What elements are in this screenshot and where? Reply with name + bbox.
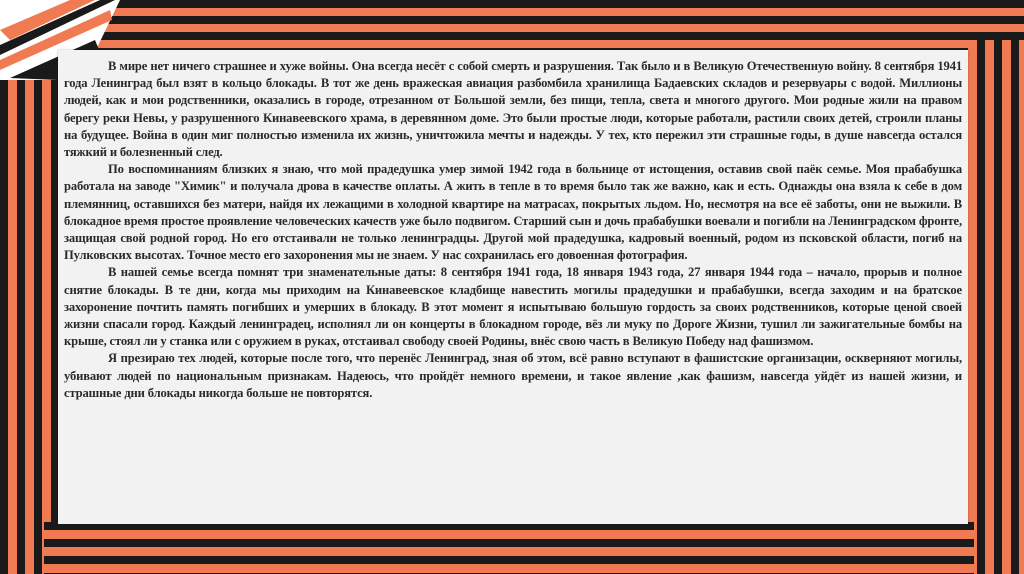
essay-text [64, 58, 962, 402]
paragraph-4: Я презираю тех людей, которые после того, что перенёс Ленинград, зная об этом, всё равно вступают в фашистские организации, оскверняют могилы, убивают людей по национальным признакам. Надеюсь, что пройдёт немного времени, и такое явление ,как фашизм, навсегда уйдёт из нашей жизни, и страшные дни блокады никогда больше не повторятся. [64, 351, 962, 400]
ribbon-left [0, 50, 58, 574]
ribbon-top [95, 0, 1024, 52]
paragraph-1: В мире нет ничего страшнее и хуже войны. Она всегда несёт с собой смерть и разрушения. Так было и в Великую Отечественную войну. 8 сентября 1941 года Ленинград был взят в кольцо блокады. В тот же день вражеская авиация разбомбила хранилища Бадаевских складов и резервуары с водой. Миллионы людей, как и мои родственники, оказались в городе, отрезанном от Большой земли, без пищи, тепла, света и многого другого. Мои родные жили на правом берегу реки Невы, у разрушенного Кинавеевского храма, в деревянном доме. Это были простые люди, которые работали, растили своих детей, строили планы на будущее. Война в один миг полностью изменила их жизнь, уничтожила мечты и надежды. У тех, кто пережил эти страшные годы, в душе навсегда остался тяжкий и болезненный след. [64, 59, 962, 160]
ribbon-right [968, 40, 1024, 574]
paragraph-3: В нашей семье всегда помнят три знаменательные даты: 8 сентября 1941 года, 18 января 1943 года, 27 января 1944 года – начало, прорыв и полное снятие блокады. В те дни, когда мы приходим на Кинавеевское кладбище навестить могилы прадедушки и прабабушки, всегда заходим и на братское захоронение почтить память погибших и умерших в блокаду. В этот момент я испытываю большую гордость за своих родственников, которые ценой своей жизни спасали город. Каждый ленинградец, исполнял ли он концерты в блокадном городе, вёз ли муку по Дороге Жизни, тушил ли зажигательные бомбы на крыше, стоял ли у станка или с оружием в руках, отстаивал свободу своей Родины, внёс свою часть в Великую Победу над фашизмом. [64, 265, 962, 349]
paragraph-2: По воспоминаниям близких я знаю, что мой прадедушка умер зимой 1942 года в больнице от истощения, оставив свой паёк семье. Моя прабабушка работала на заводе "Химик" и получала дрова в качестве оплаты. А жить в тепле в то время было так же важно, как и есть. Однажды она взяла к себе в дом племянниц, оставшихся без матери, найдя их лежащими в холодной квартире на матрасах, покрытых льдом. Но, несмотря на все её заботы, они не выжили. В блокадное время простое проявление человеческих качеств уже было подвигом. Старший сын и дочь прабабушки воевали и погибли на Ленинградском фронте, защищая свой родной город. Но его отстаивали не только ленинградцы. Другой мой прадедушка, кадровый военный, родом из псковской области, погиб на Пулковских высотах. Точное место его захоронения мы не знаем. У нас сохранилась его довоенная фотография. [64, 162, 962, 263]
ribbon-bottom [44, 522, 974, 574]
